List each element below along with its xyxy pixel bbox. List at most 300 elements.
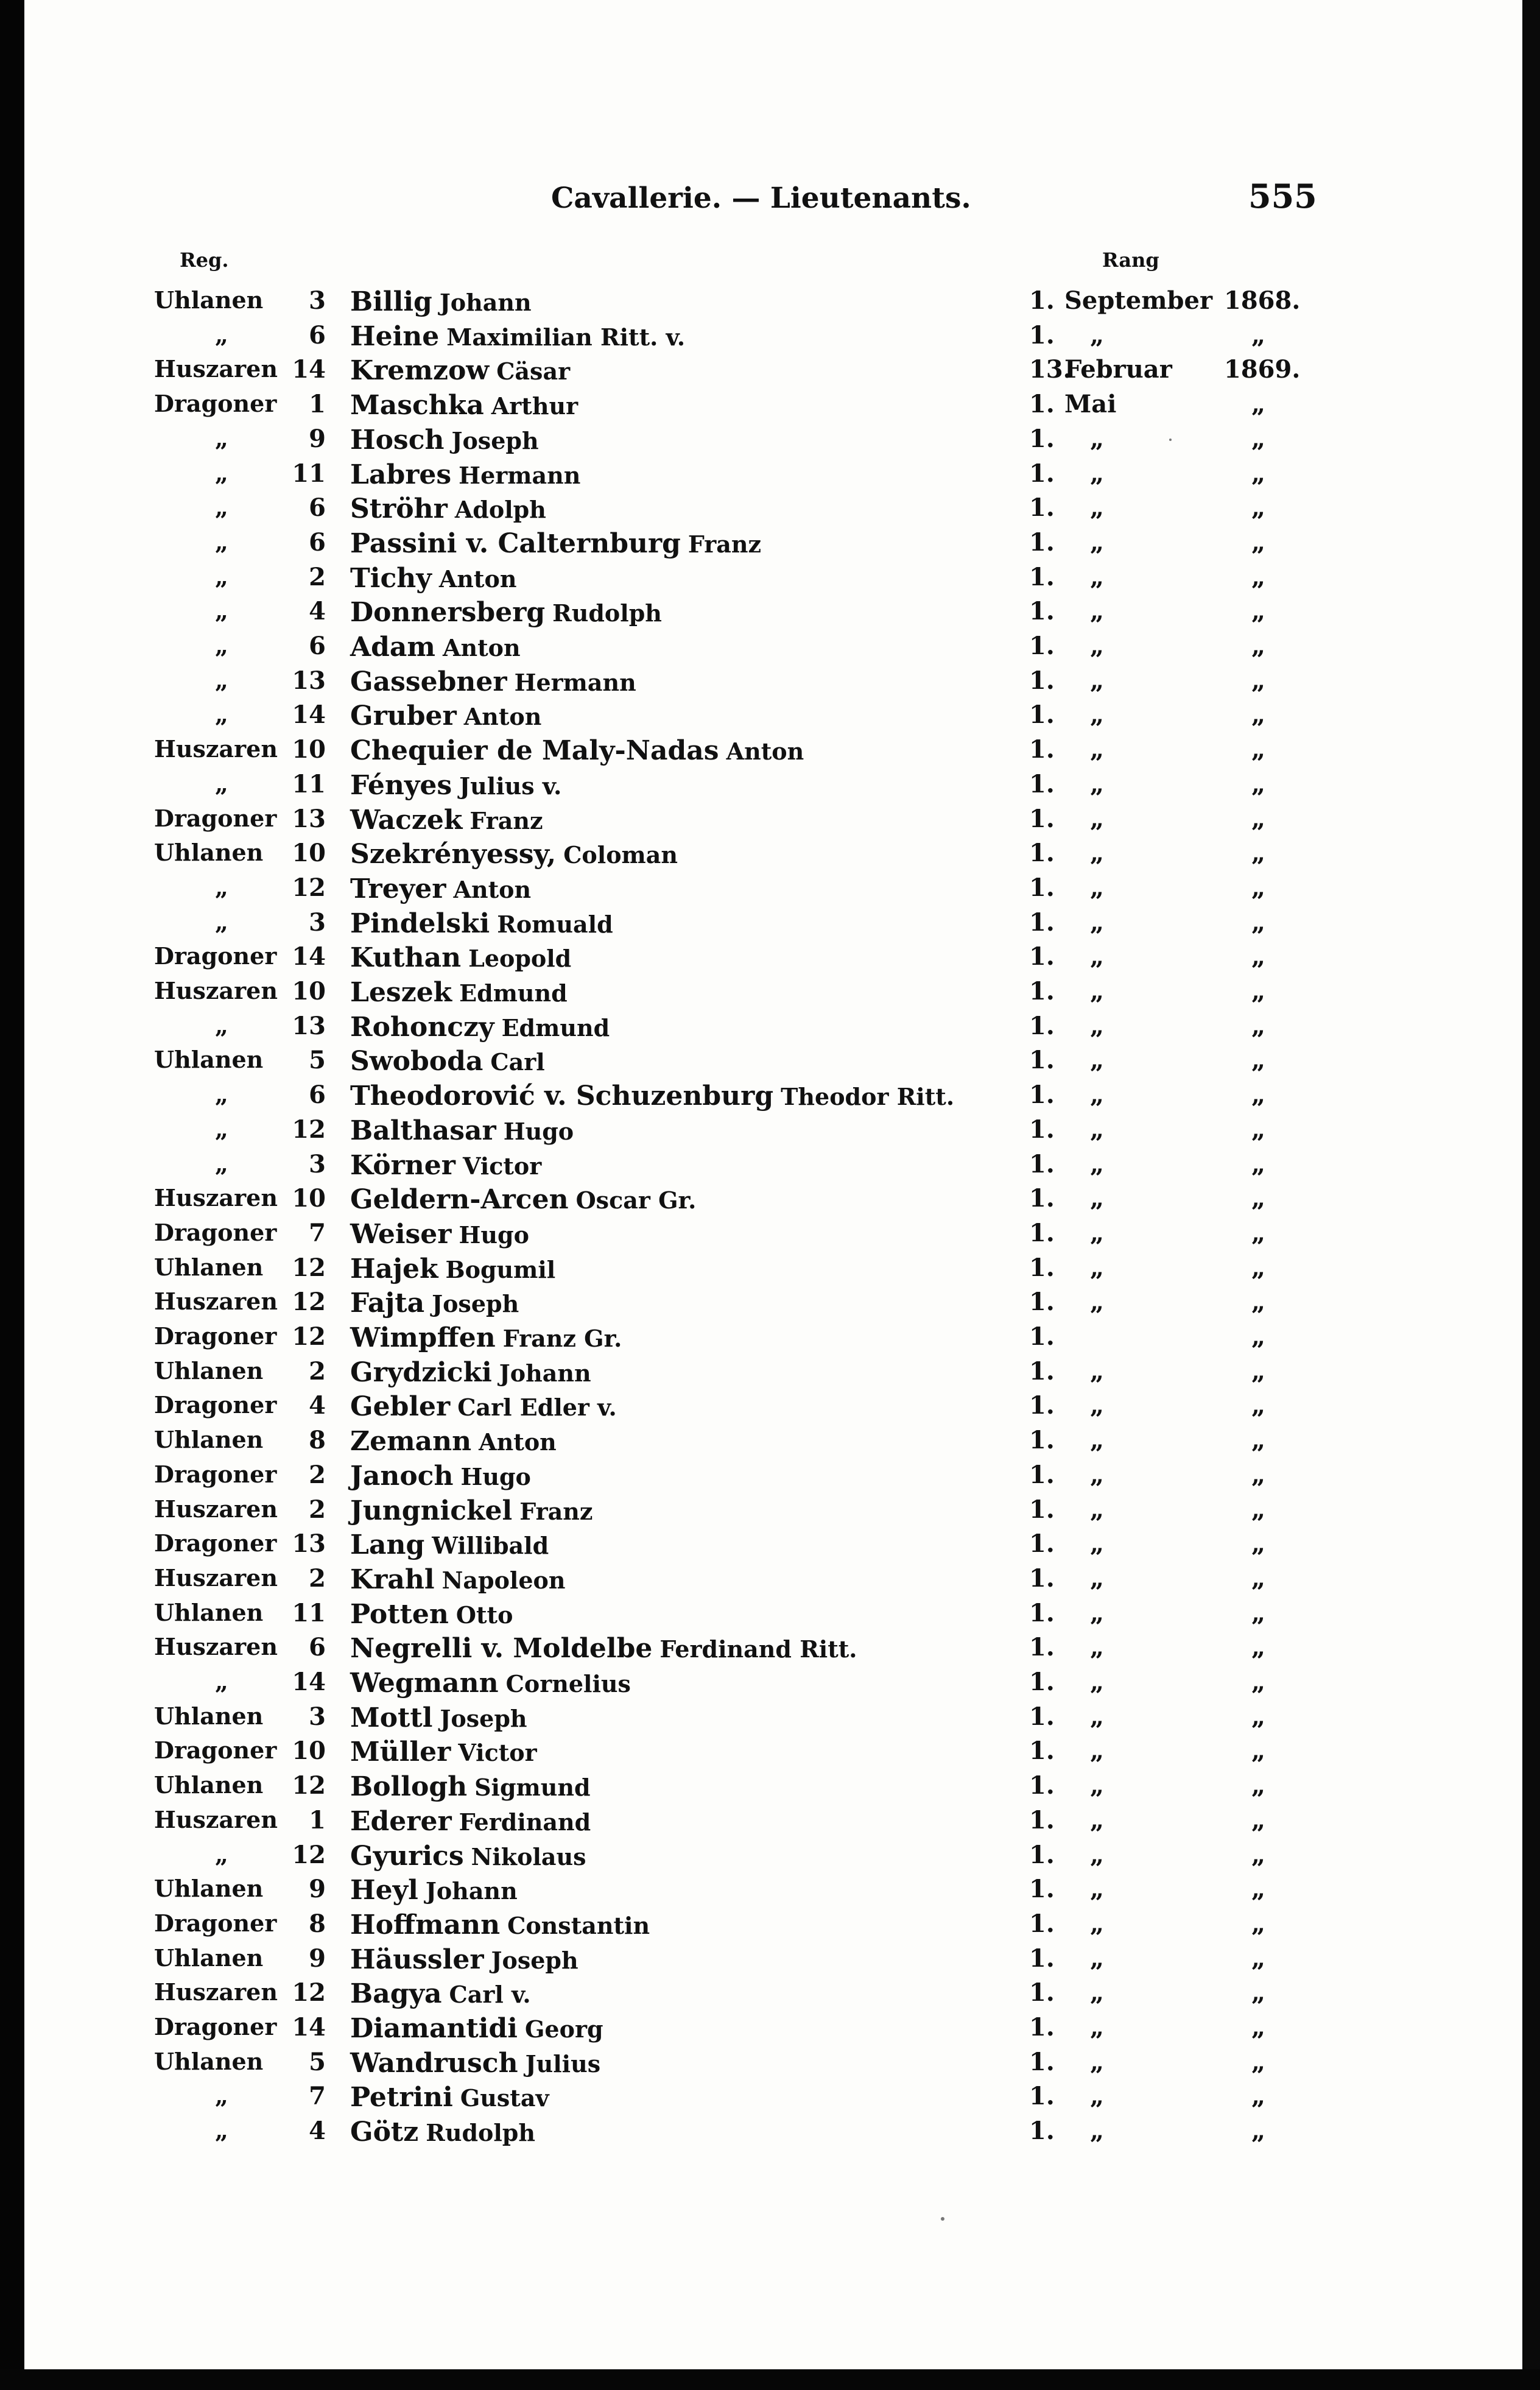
list-row xyxy=(0,528,1540,562)
regiment-type: Dragoner xyxy=(154,390,277,418)
officer-given-name: Victor xyxy=(458,1739,537,1767)
rank-date-year: „ xyxy=(1251,1495,1266,1524)
rank-date-month: „ xyxy=(1090,1702,1105,1731)
regiment-type: Huszaren xyxy=(154,1805,278,1833)
list-row xyxy=(0,1875,1540,1909)
officer-given-name: Constantin xyxy=(507,1911,650,1939)
rank-date-year: „ xyxy=(1251,1011,1266,1040)
rank-date-day: 1. xyxy=(1029,1702,1055,1731)
regiment-type: „ xyxy=(215,666,228,694)
officer-name xyxy=(350,632,521,663)
list-row xyxy=(0,425,1540,459)
rank-date-month: „ xyxy=(1090,597,1105,626)
regiment-number: 14 xyxy=(292,2013,326,2042)
rank-date-month: „ xyxy=(1090,424,1105,453)
rank-date-month: „ xyxy=(1090,1805,1105,1835)
rank-date-day: 1. xyxy=(1029,1840,1055,1869)
officer-name xyxy=(350,528,761,559)
officer-name xyxy=(350,1736,537,1768)
officer-surname: Theodorović v. Schuzenburg xyxy=(350,1080,774,1112)
officer-name xyxy=(350,1184,696,1215)
officer-name xyxy=(350,459,580,490)
officer-name xyxy=(350,1978,531,2009)
officer-surname: Heyl xyxy=(350,1875,418,1906)
officer-given-name: Bogumil xyxy=(445,1255,556,1283)
officer-name xyxy=(350,1115,574,1146)
list-row xyxy=(0,1046,1540,1080)
officer-name xyxy=(350,1080,954,1112)
rank-date-day: 1. xyxy=(1029,1288,1055,1317)
rank-date-day: 1. xyxy=(1029,942,1055,971)
list-row xyxy=(0,977,1540,1011)
rank-date-year: „ xyxy=(1251,1598,1266,1627)
regiment-number: 4 xyxy=(309,597,326,626)
officer-name xyxy=(350,493,546,524)
rank-date-day: 1. xyxy=(1029,735,1055,764)
officer-surname: Fajta xyxy=(350,1288,425,1319)
rank-date-day: 1. xyxy=(1029,666,1055,695)
officer-given-name: Hugo xyxy=(459,1221,529,1249)
list-row xyxy=(0,1702,1540,1736)
regiment-number: 13 xyxy=(292,1529,326,1559)
officer-surname: Labres xyxy=(350,459,452,490)
officer-given-name: Julius v. xyxy=(459,772,562,800)
rank-date-month: „ xyxy=(1090,2117,1105,2146)
rank-date-month: „ xyxy=(1090,873,1105,902)
regiment-type: Dragoner xyxy=(154,1322,277,1350)
regiment-number: 11 xyxy=(292,1598,326,1627)
officer-name xyxy=(350,1426,557,1457)
rank-date-month: „ xyxy=(1090,1736,1105,1766)
officer-name xyxy=(350,1288,519,1319)
rank-date-year: „ xyxy=(1251,700,1266,730)
rank-date-month: „ xyxy=(1090,1978,1105,2008)
regiment-number: 6 xyxy=(309,493,326,523)
rank-date-day: 1. xyxy=(1029,1909,1055,1938)
officer-name xyxy=(350,2117,535,2148)
rank-date-day: 1. xyxy=(1029,1426,1055,1455)
officer-surname: Gassebner xyxy=(350,666,507,697)
officer-surname: Tichy xyxy=(350,562,432,594)
officer-given-name: Joseph xyxy=(432,1290,519,1318)
regiment-type: Huszaren xyxy=(154,977,278,1004)
rank-date-month: „ xyxy=(1090,1218,1105,1247)
officer-surname: Körner xyxy=(350,1149,455,1181)
officer-given-name: Ferdinand Ritt. xyxy=(659,1635,857,1663)
officer-name xyxy=(350,1495,592,1526)
list-row xyxy=(0,1253,1540,1288)
regiment-number: 3 xyxy=(309,1149,326,1179)
rank-date-month: „ xyxy=(1090,1495,1105,1524)
rank-date-day: 1. xyxy=(1029,1460,1055,1489)
rank-date-day: 1. xyxy=(1029,2047,1055,2076)
officer-surname: Mottl xyxy=(350,1702,433,1733)
rank-date-month: „ xyxy=(1090,1840,1105,1869)
officer-name xyxy=(350,1357,591,1388)
regiment-number: 6 xyxy=(309,1633,326,1662)
rank-date-year: „ xyxy=(1251,1322,1266,1351)
list-row xyxy=(0,2013,1540,2047)
officer-name xyxy=(350,977,568,1008)
regiment-number: 12 xyxy=(292,1771,326,1800)
rank-date-month: „ xyxy=(1090,977,1105,1006)
officer-surname: Bagya xyxy=(350,1978,442,2010)
regiment-number: 9 xyxy=(309,424,326,453)
rank-date-day: 1. xyxy=(1029,769,1055,798)
list-row xyxy=(0,1495,1540,1529)
officer-name xyxy=(350,1219,529,1250)
officer-given-name: Johann xyxy=(439,289,532,316)
officer-given-name: Rudolph xyxy=(552,599,662,627)
regiment-number: 6 xyxy=(309,320,326,350)
officer-surname: Müller xyxy=(350,1736,451,1768)
list-row xyxy=(0,700,1540,735)
rank-date-year: „ xyxy=(1251,632,1266,660)
regiment-number: 8 xyxy=(309,1909,326,1938)
officer-given-name: Carl Edler v. xyxy=(457,1394,617,1422)
regiment-type: Uhlanen xyxy=(154,286,264,314)
regiment-number: 13 xyxy=(292,1011,326,1040)
rank-date-year: „ xyxy=(1251,2013,1266,2042)
regiment-number: 4 xyxy=(309,1391,326,1420)
rank-date-day: 1. xyxy=(1029,320,1055,350)
list-row xyxy=(0,1426,1540,1460)
list-row xyxy=(0,2117,1540,2151)
rank-date-year: „ xyxy=(1251,1668,1266,1696)
officer-given-name: Rudolph xyxy=(426,2119,535,2147)
rank-date-month: „ xyxy=(1090,735,1105,764)
regiment-type: Huszaren xyxy=(154,1495,278,1523)
officer-name xyxy=(350,735,804,766)
rank-date-day: 1. xyxy=(1029,527,1055,557)
rank-date-year: „ xyxy=(1251,1149,1266,1179)
regiment-type: „ xyxy=(215,493,228,521)
list-row xyxy=(0,873,1540,908)
officer-surname: Balthasar xyxy=(350,1115,496,1146)
rank-date-month: „ xyxy=(1090,1563,1105,1593)
rank-date-month: „ xyxy=(1090,1460,1105,1489)
rank-date-month: Mai xyxy=(1064,390,1117,419)
officer-given-name: Georg xyxy=(524,2015,603,2043)
rank-date-year: „ xyxy=(1251,424,1266,453)
regiment-number: 12 xyxy=(292,1840,326,1869)
officer-given-name: Willibald xyxy=(432,1532,549,1560)
officer-surname: Szekrényessy, xyxy=(350,839,557,870)
officer-surname: Negrelli v. Moldelbe xyxy=(350,1633,653,1665)
rank-date-year: „ xyxy=(1251,1288,1266,1317)
regiment-type: Uhlanen xyxy=(154,1771,264,1799)
list-row xyxy=(0,1909,1540,1944)
regiment-number: 14 xyxy=(292,700,326,730)
officer-name xyxy=(350,873,531,904)
list-row xyxy=(0,321,1540,355)
officer-name xyxy=(350,805,543,836)
rank-date-month: „ xyxy=(1090,632,1105,660)
regiment-type: Dragoner xyxy=(154,942,277,970)
list-row xyxy=(0,632,1540,666)
officer-surname: Kuthan xyxy=(350,942,462,974)
rank-date-day: 1. xyxy=(1029,424,1055,453)
scan-bottom-edge xyxy=(0,2369,1540,2390)
rank-date-year: „ xyxy=(1251,1391,1266,1420)
officer-name xyxy=(350,563,516,594)
officer-name xyxy=(350,700,541,731)
rank-date-month: „ xyxy=(1090,769,1105,798)
regiment-number: 6 xyxy=(309,1080,326,1110)
officer-given-name: Anton xyxy=(438,565,517,593)
officer-surname: Waczek xyxy=(350,804,463,836)
regiment-type: „ xyxy=(215,1840,228,1868)
list-row xyxy=(0,1633,1540,1667)
regiment-number: 2 xyxy=(309,1563,326,1593)
rank-date-day: 1. xyxy=(1029,390,1055,419)
officer-surname: Gebler xyxy=(350,1391,451,1423)
officer-surname: Adam xyxy=(350,632,435,663)
rank-date-day: 1. xyxy=(1029,1495,1055,1524)
officer-given-name: Oscar Gr. xyxy=(575,1186,697,1214)
regiment-type: Uhlanen xyxy=(154,1875,264,1903)
rank-date-day: 1. xyxy=(1029,286,1055,315)
officer-given-name: Nikolaus xyxy=(471,1842,586,1870)
officer-given-name: Cäsar xyxy=(496,358,571,386)
officer-name xyxy=(350,1391,617,1422)
regiment-number: 11 xyxy=(292,769,326,798)
regiment-type: Dragoner xyxy=(154,2013,277,2040)
rank-date-day: 1. xyxy=(1029,2082,1055,2111)
page-title: Cavallerie. — Lieutenants. xyxy=(551,182,971,215)
regiment-type: Uhlanen xyxy=(154,1356,264,1384)
officer-surname: Fényes xyxy=(350,769,452,801)
regiment-number: 6 xyxy=(309,632,326,660)
regiment-type: Uhlanen xyxy=(154,1426,264,1454)
rank-date-month: „ xyxy=(1090,1080,1105,1110)
officer-given-name: Franz xyxy=(469,806,543,834)
rank-date-month: „ xyxy=(1090,700,1105,730)
rank-date-month: Februar xyxy=(1064,355,1172,384)
officer-surname: Heine xyxy=(350,320,440,352)
officer-given-name: Hugo xyxy=(503,1117,574,1145)
rank-date-year: „ xyxy=(1251,1840,1266,1869)
rank-date-year: „ xyxy=(1251,1702,1266,1731)
list-row xyxy=(0,1771,1540,1805)
rank-date-day: 1. xyxy=(1029,1356,1055,1386)
column-header-rang: Rang xyxy=(1102,249,1159,272)
officer-surname: Potten xyxy=(350,1598,449,1630)
rank-date-month: „ xyxy=(1090,1633,1105,1662)
rank-date-month: „ xyxy=(1090,1771,1105,1800)
regiment-number: 13 xyxy=(292,804,326,833)
officer-given-name: Arthur xyxy=(491,392,578,420)
officer-given-name: Julius xyxy=(525,2050,601,2078)
rank-date-year: „ xyxy=(1251,1563,1266,1593)
officer-name xyxy=(350,597,662,628)
regiment-number: 12 xyxy=(292,1322,326,1351)
officer-surname: Petrini xyxy=(350,2082,453,2113)
rank-date-day: 1. xyxy=(1029,1944,1055,1973)
officer-name xyxy=(350,2013,603,2044)
rank-date-day: 1. xyxy=(1029,1184,1055,1213)
officer-name xyxy=(350,1529,549,1560)
regiment-number: 10 xyxy=(292,977,326,1006)
regiment-type: „ xyxy=(215,2082,228,2110)
officer-name xyxy=(350,1875,518,1906)
rank-date-day: 1. xyxy=(1029,2013,1055,2042)
officer-name xyxy=(350,1702,527,1733)
officer-name xyxy=(350,2082,549,2113)
officer-given-name: Leopold xyxy=(468,945,572,973)
officer-given-name: Napoleon xyxy=(441,1566,566,1594)
regiment-number: 12 xyxy=(292,873,326,902)
regiment-type: „ xyxy=(215,1011,228,1039)
regiment-number: 9 xyxy=(309,1875,326,1904)
rank-date-year: „ xyxy=(1251,1944,1266,1973)
rank-date-year: „ xyxy=(1251,562,1266,591)
officer-surname: Geldern-Arcen xyxy=(350,1184,569,1216)
officer-surname: Chequier de Maly-Nadas xyxy=(350,735,719,767)
rank-date-day: 1. xyxy=(1029,804,1055,833)
officer-surname: Zemann xyxy=(350,1426,472,1458)
list-row xyxy=(0,459,1540,493)
rank-date-day: 1. xyxy=(1029,459,1055,488)
officer-name xyxy=(350,839,678,870)
officer-surname: Passini v. Calternburg xyxy=(350,527,681,559)
officer-surname: Gyurics xyxy=(350,1840,464,1872)
rank-date-year: 1868. xyxy=(1224,286,1301,315)
scan-speck xyxy=(941,2217,944,2221)
rank-date-month: „ xyxy=(1090,493,1105,523)
rank-date-day: 1. xyxy=(1029,1771,1055,1800)
officer-given-name: Romuald xyxy=(497,910,613,938)
officer-surname: Grydzicki xyxy=(350,1356,492,1388)
regiment-type: Huszaren xyxy=(154,1978,278,2006)
officer-name xyxy=(350,1322,622,1353)
officer-surname: Gruber xyxy=(350,700,457,732)
rank-date-day: 1. xyxy=(1029,1391,1055,1420)
rank-date-month: „ xyxy=(1090,1391,1105,1420)
regiment-number: 10 xyxy=(292,839,326,868)
officer-given-name: Edmund xyxy=(501,1013,610,1042)
officer-name xyxy=(350,1633,857,1664)
regiment-type: Dragoner xyxy=(154,804,277,832)
list-row xyxy=(0,2082,1540,2116)
officer-given-name: Anton xyxy=(453,875,532,903)
officer-name xyxy=(350,321,685,352)
rank-date-year: „ xyxy=(1251,1426,1266,1455)
list-row xyxy=(0,1012,1540,1046)
list-row xyxy=(0,942,1540,976)
list-row xyxy=(0,493,1540,527)
officer-given-name: Carl v. xyxy=(449,1981,531,2009)
officer-surname: Donnersberg xyxy=(350,597,546,629)
regiment-type: „ xyxy=(215,632,228,659)
rank-date-year: „ xyxy=(1251,977,1266,1006)
rank-date-day: 1. xyxy=(1029,1805,1055,1835)
officer-given-name: Gustav xyxy=(460,2084,549,2112)
officer-given-name: Hugo xyxy=(460,1462,531,1490)
list-row xyxy=(0,1150,1540,1184)
officer-given-name: Ferdinand xyxy=(459,1808,591,1836)
officer-name xyxy=(350,1150,541,1181)
officer-name xyxy=(350,2048,600,2079)
rank-date-year: „ xyxy=(1251,2047,1266,2076)
rank-date-month: „ xyxy=(1090,459,1105,488)
rank-date-year: „ xyxy=(1251,873,1266,902)
rank-date-day: 1. xyxy=(1029,1875,1055,1904)
regiment-number: 14 xyxy=(292,942,326,971)
regiment-type: Uhlanen xyxy=(154,1253,264,1281)
regiment-number: 2 xyxy=(309,562,326,591)
officer-name xyxy=(350,1012,610,1043)
rank-date-month: „ xyxy=(1090,1944,1105,1973)
regiment-type: Dragoner xyxy=(154,1218,277,1246)
rank-date-month: „ xyxy=(1090,1426,1105,1455)
rank-date-month: „ xyxy=(1090,908,1105,937)
rank-date-day: 1. xyxy=(1029,1253,1055,1282)
list-row xyxy=(0,597,1540,631)
officer-surname: Kremzow xyxy=(350,355,490,387)
officer-given-name: Franz xyxy=(519,1497,593,1525)
rank-date-year: „ xyxy=(1251,1253,1266,1282)
regiment-number: 6 xyxy=(309,527,326,557)
rank-date-year: „ xyxy=(1251,2082,1266,2111)
list-row xyxy=(0,1806,1540,1840)
list-row xyxy=(0,390,1540,424)
regiment-number: 10 xyxy=(292,1736,326,1766)
rank-date-day: 1. xyxy=(1029,1978,1055,2008)
officer-surname: Janoch xyxy=(350,1460,454,1492)
regiment-number: 7 xyxy=(309,2082,326,2111)
rank-date-month: „ xyxy=(1090,1149,1105,1179)
regiment-number: 12 xyxy=(292,1288,326,1317)
regiment-type: Huszaren xyxy=(154,355,278,383)
officer-given-name: Maximilian Ritt. v. xyxy=(446,323,686,351)
rank-date-year: „ xyxy=(1251,666,1266,695)
rank-date-year: „ xyxy=(1251,769,1266,798)
officer-given-name: Joseph xyxy=(491,1946,578,1974)
rank-date-day: 1. xyxy=(1029,2117,1055,2146)
rank-date-year: „ xyxy=(1251,839,1266,868)
rank-date-month: „ xyxy=(1090,2082,1105,2111)
regiment-type: „ xyxy=(215,2117,228,2145)
officer-name xyxy=(350,1771,591,1802)
officer-surname: Hoffmann xyxy=(350,1909,501,1941)
rank-date-year: „ xyxy=(1251,1115,1266,1144)
officer-name xyxy=(350,1461,531,1492)
rank-date-month: „ xyxy=(1090,666,1105,695)
officer-surname: Maschka xyxy=(350,390,484,421)
officer-name xyxy=(350,770,561,801)
regiment-number: 5 xyxy=(309,1046,326,1075)
rank-date-month: „ xyxy=(1090,839,1105,868)
officer-name xyxy=(350,1909,650,1941)
officer-given-name: Johann xyxy=(499,1359,591,1387)
rank-date-month: „ xyxy=(1090,527,1105,557)
regiment-number: 8 xyxy=(309,1426,326,1455)
rank-date-month: „ xyxy=(1090,1875,1105,1904)
rank-date-year: „ xyxy=(1251,1633,1266,1662)
regiment-number: 12 xyxy=(292,1115,326,1144)
rank-date-year: „ xyxy=(1251,1080,1266,1110)
rank-date-year: „ xyxy=(1251,1046,1266,1075)
rank-date-day: 1. xyxy=(1029,562,1055,591)
regiment-number: 3 xyxy=(309,286,326,315)
officer-surname: Diamantidi xyxy=(350,2013,518,2044)
rank-date-year: „ xyxy=(1251,1805,1266,1835)
rank-date-year: „ xyxy=(1251,908,1266,937)
rank-date-day: 1. xyxy=(1029,839,1055,868)
list-row xyxy=(0,805,1540,839)
list-row xyxy=(0,2048,1540,2082)
